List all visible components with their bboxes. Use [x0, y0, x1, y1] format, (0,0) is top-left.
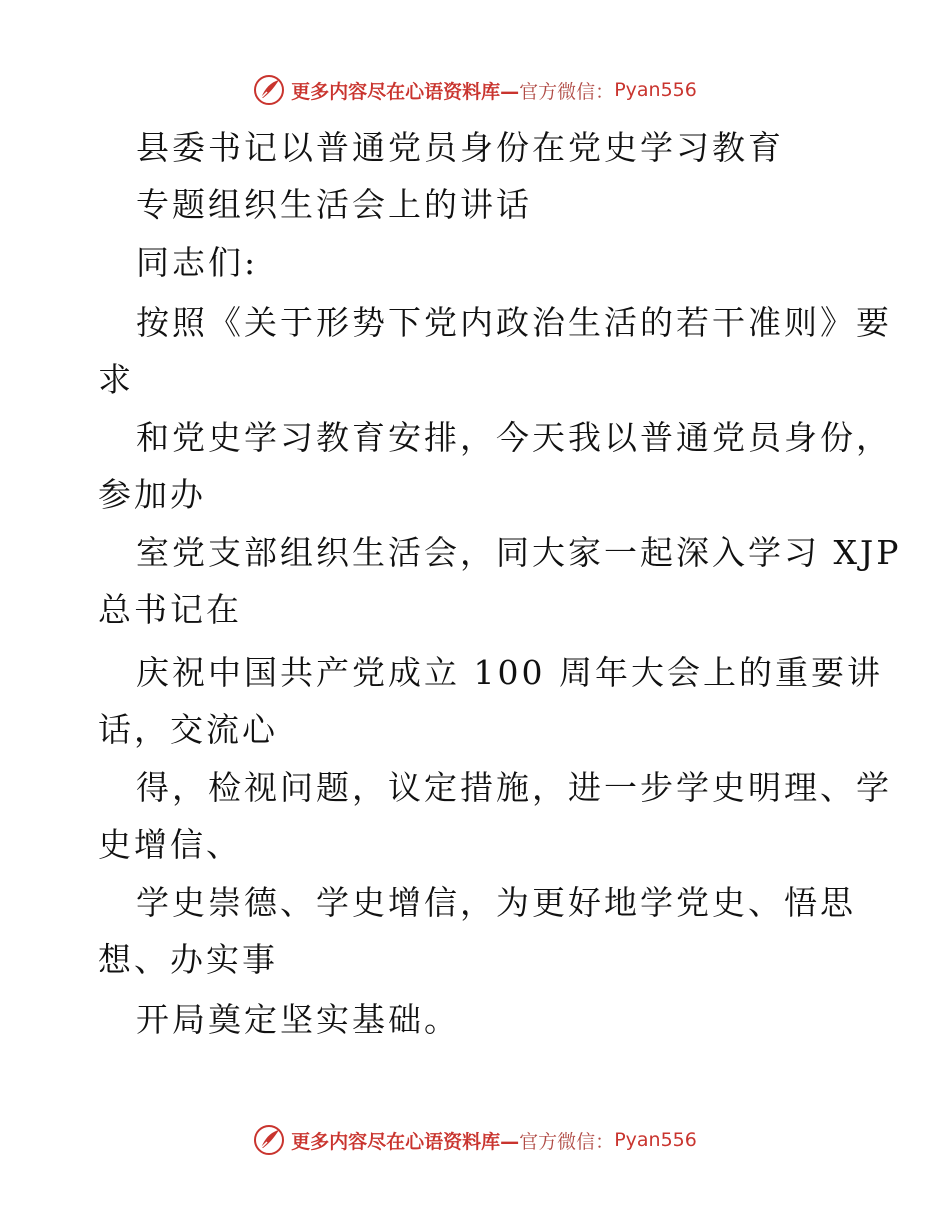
paragraph-line: 想、办实事 — [98, 940, 278, 979]
title-line-1: 县委书记以普通党员身份在党史学习教育 — [136, 128, 784, 167]
footer-watermark — [0, 1118, 950, 1162]
paragraph-line: 话，交流心 — [98, 710, 278, 749]
paragraph-line: 和党史学习教育安排，今天我以普通党员身份， — [136, 418, 892, 457]
watermark-wechat-label: 官方微信： — [519, 1130, 615, 1153]
salutation: 同志们: — [136, 243, 259, 282]
watermark-text: 更多内容尽在心语资料库— — [291, 80, 520, 103]
paragraph-line: 史增信、 — [98, 825, 242, 864]
paragraph-line: 学史崇德、学史增信，为更好地学党史、悟思 — [136, 883, 856, 922]
paragraph-line: 总书记在 — [98, 590, 242, 629]
watermark-wechat-label: 官方微信： — [519, 80, 615, 103]
paragraph-line: 得，检视问题，议定措施，进一步学史明理、学 — [136, 768, 892, 807]
paragraph-line: 室党支部组织生活会，同大家一起深入学习 XJP — [136, 533, 902, 572]
paragraph-line: 参加办 — [98, 475, 206, 514]
feather-pen-logo-icon — [253, 74, 285, 106]
paragraph-line: 求 — [98, 360, 134, 399]
paragraph-line: 庆祝中国共产党成立 100 周年大会上的重要讲 — [136, 653, 883, 692]
watermark-wechat-id: Pyan556 — [614, 79, 697, 101]
feather-pen-logo-icon — [253, 1124, 285, 1156]
paragraph-line: 开局奠定坚实基础。 — [136, 1000, 460, 1039]
watermark-wechat-id: Pyan556 — [614, 1129, 697, 1151]
watermark-text: 更多内容尽在心语资料库— — [291, 1130, 520, 1153]
paragraph-line: 按照《关于形势下党内政治生活的若干准则》要 — [136, 303, 892, 342]
header-watermark — [0, 68, 950, 112]
title-line-2: 专题组织生活会上的讲话 — [136, 185, 532, 224]
